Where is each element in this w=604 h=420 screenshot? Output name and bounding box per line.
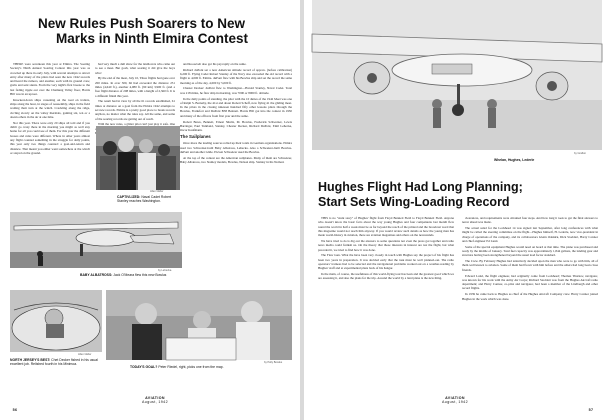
photo-goal-credit: by Pelly Bowlus (264, 361, 283, 364)
caption-lead: BABY ALBATROSS: (80, 273, 113, 277)
photo-cockpit-caption (10, 358, 102, 367)
paragraph: The Flew Gun. What the have been very closely in touch with Hughes say the project of his flight has been two years in preparation. It was decided early that the task must be well planned-out. The radio operators' trainees had to be selected and the navigational problems worked out on a weather-reading by Hughes' staff and at experimental plans back of his hangar. (318, 253, 454, 271)
right-article-col2 (462, 216, 598, 392)
photo-cadet-caption (117, 195, 179, 204)
right-headline (318, 180, 600, 210)
paragraph: had very much a dull show for the landlovers who came out to see a meet. But gosh, what soaring it did give the boys who! (95, 62, 175, 75)
magazine-name: AVIATION (445, 396, 465, 400)
caption-text: Chet Decker fished in his usual excellent job. Relished fourth in his Minimoa. (10, 358, 98, 367)
paragraph: Robert Beres, Bennett, Ernest Shultz, M. Bowlus, Frederick Schweizer, Lewis Barringer, Paul Tuntland, Stanley, Chester Decker, Richard DuPont, Emil Lehecka, Oscar Kaufmann. (180, 119, 292, 133)
left-article-col3 (180, 62, 292, 284)
photo-todays-goal-image (106, 290, 292, 360)
photo-airplane-credit: by Grafton (574, 152, 587, 155)
right-page-number: 57 (588, 408, 594, 412)
magazine-name: AVIATION (145, 396, 165, 400)
paragraph: The actual salad for the Lockheed 14 was signed last September, after long conferences with what might be called the steering committee on the flight—Hughes himself, H. Lederle, now vice-president in charge of operations of the company, and its collaborators Glenn Odekirk, Dick Stoddart, Harry Connor and chief engineer Ed Lund. (462, 226, 598, 243)
paragraph: Richard duPont set a new American altitude record of approx. (before calibration) 6,200 ft. Flying Cadet Robert Stanley of the Navy also exceeded the old record with a flight to 4,000 ft. Elmira. duPont flew with his Bowlus ship and set the record the same morning as of the day, 4,000 by 5,000 ft. (180, 67, 292, 85)
photo-albatross-caption (80, 273, 190, 277)
paragraph: The result had in view by all the 61 records established, 61 times at distance on a goal from the Elmira 1942 attempts to set new records. Elmira is a pretty good place to break records anyhow, no matter what the rules say. All the same, and some of the soaring records are getting out of reach. (95, 99, 175, 121)
caption-text: Peter Riedel, right, picks one from the map. (158, 365, 224, 369)
caption-text: Naval Cadet Robert Stanley reaches Washington. (117, 195, 172, 204)
left-headline-line2: Marks in Ninth Elmira Contest (56, 31, 249, 46)
right-footer (430, 396, 480, 405)
issue-date: August, 1942 (442, 400, 468, 405)
paragraph: By the end of the meet, July 10, Three flights had gone over 200 miles. In over 300, 66 had exceeded the distance 231 miles (4,640 ft.), another 4,080 ft. (90 km) 3,900 ft. (and a free flight distance of 208 miles, with a height of 2,360 ft. It is a different finish this year. (95, 76, 175, 98)
photo-cadet-credit: Allen Glider (150, 190, 164, 193)
paragraph: clearances, and requirements were obtained four steps. And how long it took to get the final answers to never ahead was made. (462, 216, 598, 225)
paragraph: At the top of the contest are the American sailplanes. Many of them are Schweizer, Baby Albatross, two Stanley models, Bowlus, Nelson ship. Stanley in his Nomad. (180, 155, 292, 165)
paragraph: The Crew. By February Hughes had tentatively decided upon the men who were to go with him, all of them well known to aviation. Some of them had flown with him before and the others had long been close friends. (462, 259, 598, 272)
paragraph: Knocked-down ships careening on the road on trailers, ships along the hour, in stages of reassembly, ships in the field waiting their turn at the winch. Crackling along the ridge, circling slowly on the valley thermals, gaining six, ten or a dozen others in the air at one time. (10, 97, 90, 120)
photo-baby-albatross-image (10, 212, 182, 268)
photo-albatross-credit: by Lehecka (158, 269, 172, 272)
left-page-number: 56 (12, 408, 18, 412)
right-headline-line2: Start Sets Wing-Loading Record (318, 195, 510, 209)
right-article-col1 (318, 216, 454, 392)
left-headline-line1: New Rules Push Soarers to New (38, 16, 246, 31)
paragraph: In the main, of course, the usefulness of this world-flying tour has been and the greatest good which we are assessing it, and also the plans for the trip. Around the world by a land plane is the new thing. (318, 272, 454, 281)
paragraph: THERE were seventeen this year at Elmira. The Soaring Society's Ninth Annual Soaring Contest this year was as crowded up there in early July, with several attempts to attract entry after many of the pilots had seen the new 1942 records and heard the rumors, and another, each with its ground crew, grabs and sent stunts. From the very night's first breeze to the last fading ripple out over the Chemung Valley floor, Harris Hill was in an uproar. (10, 62, 90, 97)
paragraph: With the new rules, a glider pilot can't just play it safe. One (98, 122, 175, 127)
photo-todays-goal (106, 290, 292, 360)
photo-baby-albatross (10, 212, 182, 268)
paragraph: THIS is no "stunt story" of Hughes' flight from Floyd Bennett Field to Floyd Bennett Field. Anyone who doesn't know the basic facts about the way young Hughes and four companions last month flew round the world in half a week must be as far beyond the reach of the printed and the broadcast word that this magazine would not reach him anyway. If you would review such details as how the young man has made world-history in aviation, there are aviation magazines and others on the newsstands. (318, 216, 454, 238)
right-headline-line1: Hughes Flight Had Long Planning; (318, 180, 523, 194)
issue-date: August, 1942 (142, 400, 168, 405)
subheading-sailplanes: The Sailplanes (180, 133, 211, 139)
paragraph: We have tried to do is dig out the answers to some questions not even the press got together and radio news media could furnish us. On the theory that those interests in interest are not the flight, but what preceded it, we tried to find how it was done. (318, 238, 454, 252)
photo-cockpit-credit: Allen Glider (78, 353, 92, 356)
photo-airplane (312, 0, 602, 150)
right-page (304, 0, 604, 420)
caption-text: Jack O'Meara flew this new Bowlus (113, 273, 167, 277)
photo-cadet-crowd-image (96, 126, 180, 190)
photo-airplane-caption: Whelan, Hughes, Lederle (494, 158, 535, 162)
paragraph: and Roosevelt also got his paycaptly on the same. (183, 62, 247, 66)
left-footer (130, 396, 180, 405)
paragraph: In the daily points of standing, the pilot with the 10 duties of the 1942 Meet was one of Ralph S. Barnaby, the 41st and about Robert Scheff, now flying 41 the gliding meet. In the pilots in the closing nineteen hundred fifty other lessons pilots through the Bowlus, Frankfort and DuPont B38 Bennett. Harris Hill got into the contest in 1930 and many of the officers from first year and the same. (180, 96, 292, 118)
paragraph: Edward Lund, the flight engineer, had originally come from Lockheed; Thomas Thurlow, navigator, was known for his work with the Army Air Corps; Richard Stoddart was from the Hughes Aircraft radio department; and Harry Connor, co-pilot and navigator, had been a member of the Lindbergh and other record flights. (462, 273, 598, 291)
caption-lead: NORTH JERSEY'S BEST: (10, 358, 51, 362)
paragraph: Once more the leading sources rolled up their totals in German organizations. Elmira used two Schweizer-built Baby Albatross, Lehecka. Also a Schweizer-built Bowlus-duPont and another Glide. Eleven Schweizer used the Bowlus. (180, 141, 292, 155)
left-headline (38, 16, 278, 46)
caption-lead: CAPTIVLIZED: (117, 195, 141, 199)
photo-goal-caption (130, 365, 290, 369)
photo-cockpit (10, 290, 102, 352)
paragraph: In 1939 he came back to Hughes as chief of the Hughes Aircraft Company crew. Harry Connor joined Hughes in the work which was done. (462, 292, 598, 301)
photo-airplane-image (312, 0, 602, 150)
caption-lead: TODAY'S GOAL? (130, 365, 158, 369)
photo-cadet-crowd (96, 126, 180, 190)
paragraph: Chester Decker: duPont flew to Washington—Harold Stanley, Naval Cadet. Total was 218 miles, he flew ship in morning, was 7000 or 8000 ft. altitude. (180, 86, 292, 95)
paragraph: Some of the special equipment Hughes would need on board at that time. The plane was purchased and ready by the middle of January. Total fuel capacity was approximately 1,844 gallons, the landing gear and structure having been strengthened beyond the usual load factor standard. (462, 244, 598, 258)
photo-cockpit-image (10, 290, 102, 352)
left-article-col2 (95, 62, 175, 127)
paragraph: Not this year. There were only 20 ships all told and if you didn't go crazy there in the morning you might as well stay home for all you could see of them. For this year the different bosses and rules were different. Where in other years almost any flight counted something in the struggle for daily points, this year only two things counted: a goal-and-return and distance. That meant you either went somewhere at the winch or stayed on the ground. (10, 120, 90, 155)
left-page (0, 0, 300, 420)
